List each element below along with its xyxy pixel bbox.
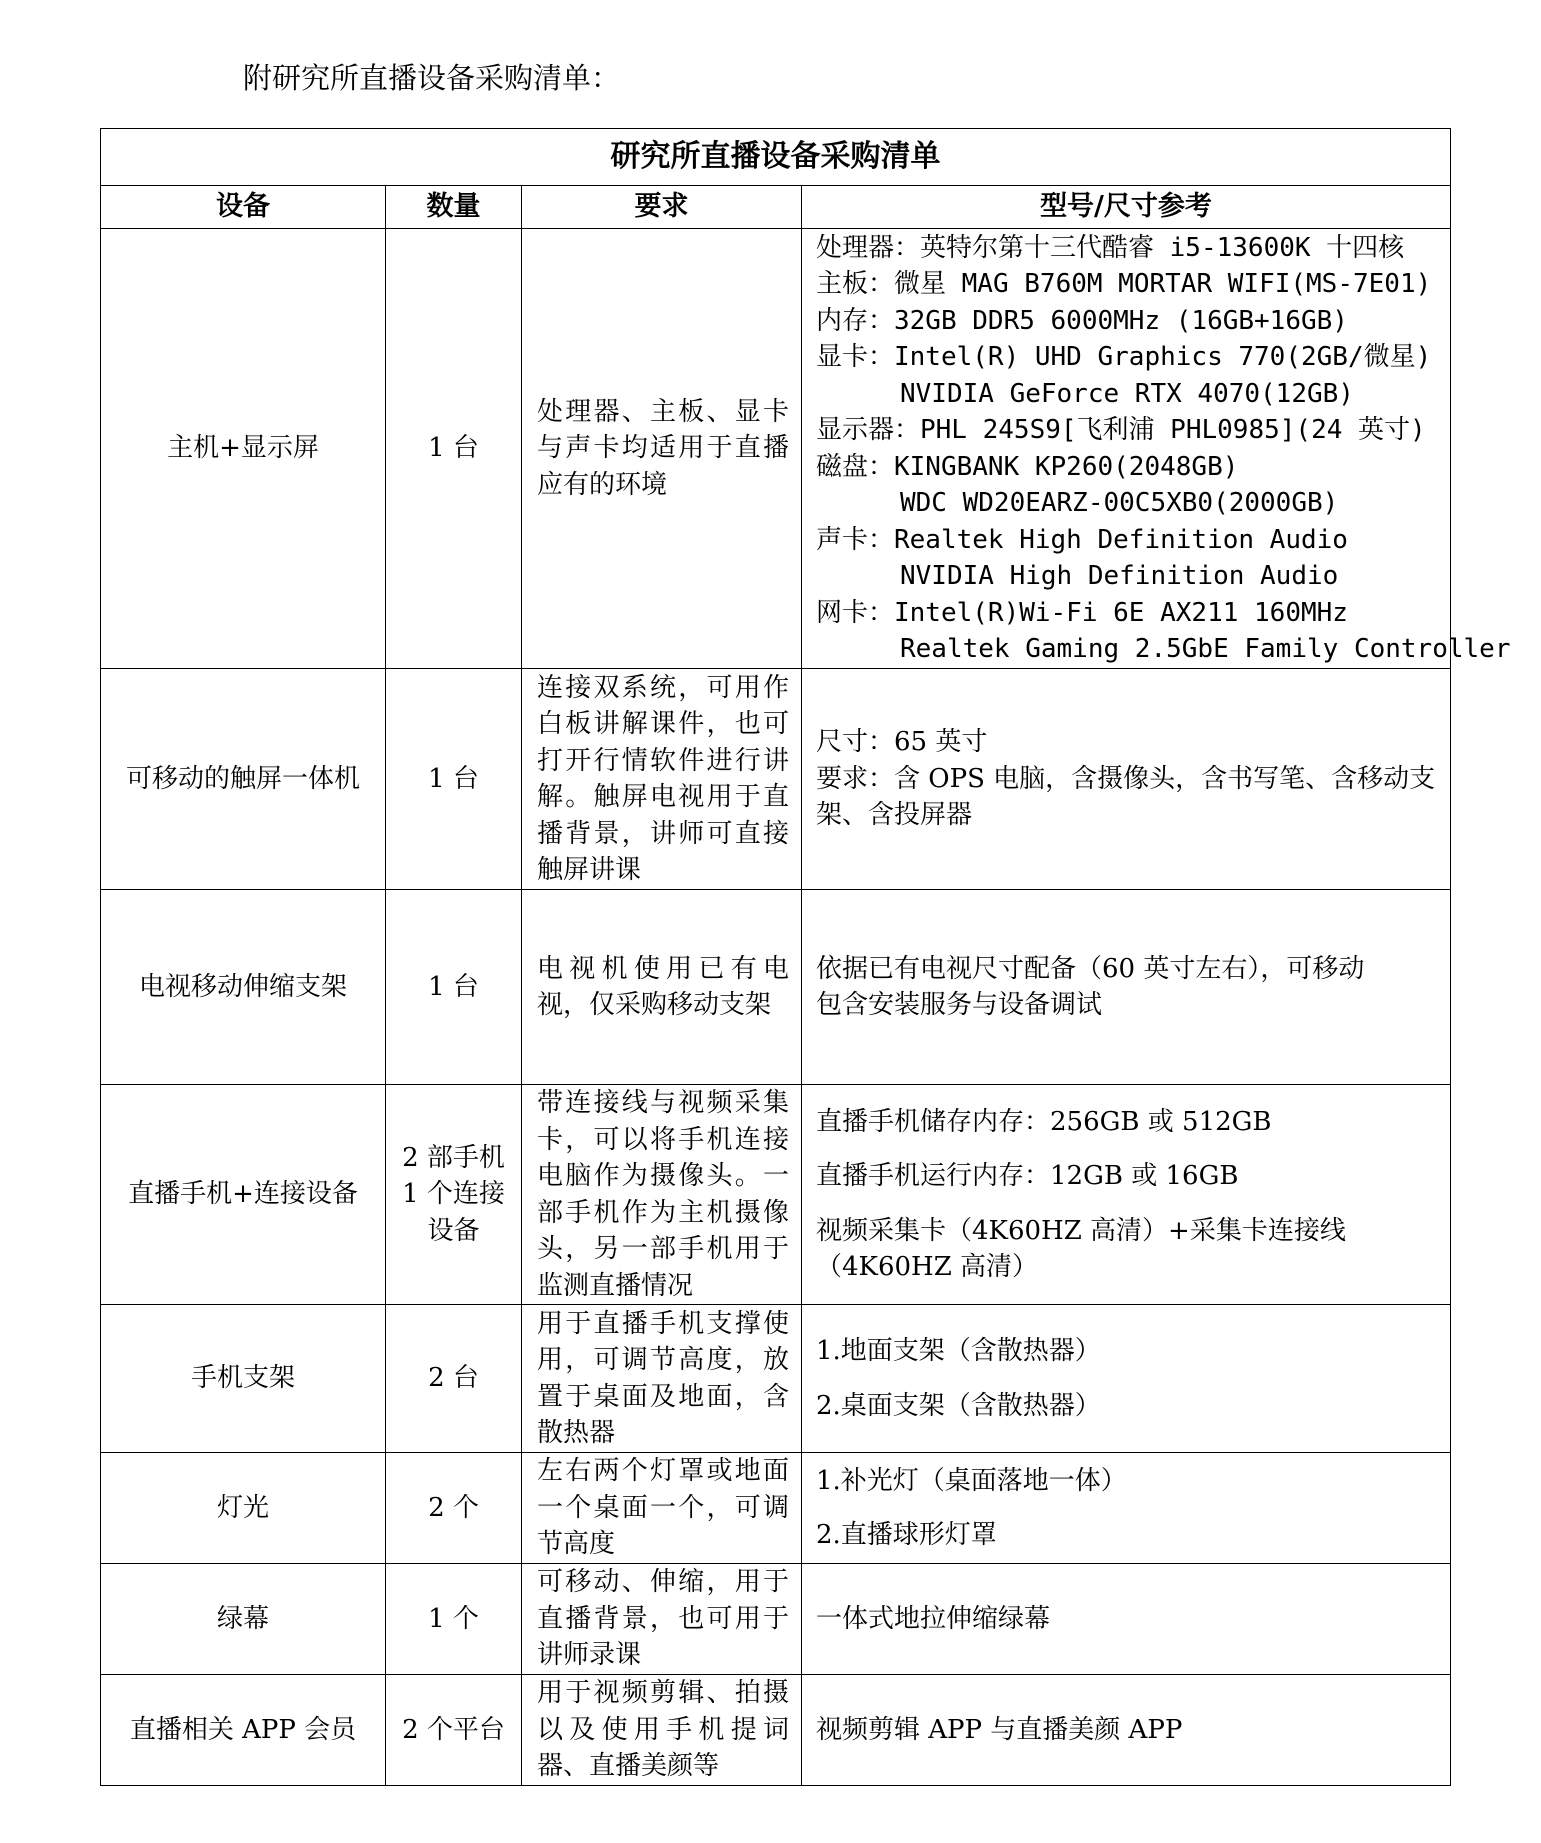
model-line: 磁盘：KINGBANK KP260(2048GB) — [816, 451, 1239, 482]
model-line: 要求：含 OPS 电脑，含摄像头，含书写笔、含移动支架、含投屏器 — [816, 763, 1436, 831]
table-row — [101, 1085, 1451, 1305]
model-cell — [802, 1085, 1451, 1305]
quantity-cell — [386, 1085, 522, 1305]
table-row — [101, 890, 1451, 1085]
device-cell: 灯光 — [101, 1453, 386, 1564]
model-line: 一体式地拉伸缩绿幕 — [816, 1603, 1051, 1634]
model-cell — [802, 1675, 1451, 1786]
table-title-row — [101, 129, 1451, 186]
model-line: 直播手机储存内存：256GB 或 512GB — [816, 1106, 1272, 1137]
quantity-cell: 2 台 — [386, 1305, 522, 1453]
model-line: 包含安装服务与设备调试 — [816, 990, 1103, 1020]
requirement-cell: 处理器、主板、显卡与声卡均适用于直播应有的环境 — [522, 229, 802, 669]
table-title: 研究所直播设备采购清单 — [101, 129, 1451, 186]
model-line: 直播手机运行内存：12GB 或 16GB — [816, 1161, 1239, 1191]
table-row — [101, 1305, 1451, 1453]
device-cell: 可移动的触屏一体机 — [101, 669, 386, 890]
quantity-cell: 1 台 — [386, 669, 522, 890]
model-line: WDC WD20EARZ-00C5XB0(2000GB) — [900, 488, 1339, 518]
model-cell — [802, 1305, 1451, 1453]
model-line: Realtek Gaming 2.5GbE Family Controller — [900, 634, 1511, 664]
table-row — [101, 1564, 1451, 1675]
model-line: 1.地面支架（含散热器） — [816, 1336, 1101, 1366]
model-line: 内存：32GB DDR5 6000MHz (16GB+16GB) — [816, 305, 1348, 336]
device-cell: 主机+显示屏 — [101, 229, 386, 669]
header-device: 设备 — [101, 186, 386, 229]
requirement-cell: 带连接线与视频采集卡，可以将手机连接电脑作为摄像头。一部手机作为主机摄像头，另一部手机用于监测直播情况 — [522, 1085, 802, 1305]
header-model: 型号/尺寸参考 — [802, 186, 1451, 229]
requirement-cell: 可移动、伸缩，用于直播背景，也可用于讲师录课 — [522, 1564, 802, 1675]
model-line: 依据已有电视尺寸配备（60 英寸左右），可移动 — [816, 953, 1365, 984]
model-line: 主板：微星 MAG B760M MORTAR WIFI(MS-7E01) — [816, 269, 1432, 299]
requirement-cell: 用于视频剪辑、拍摄以及使用手机提词器、直播美颜等 — [522, 1675, 802, 1786]
quantity-cell: 2 个平台 — [386, 1675, 522, 1786]
model-line: NVIDIA High Definition Audio — [900, 561, 1339, 591]
requirement-cell: 连接双系统，可用作白板讲解课件，也可打开行情软件进行讲解。触屏电视用于直播背景，讲师可直接触屏讲课 — [522, 669, 802, 890]
quantity-line: 设备 — [427, 1215, 480, 1246]
requirement-cell: 左右两个灯罩或地面一个桌面一个，可调节高度 — [522, 1453, 802, 1564]
device-cell: 手机支架 — [101, 1305, 386, 1453]
requirement-cell: 电视机使用已有电视，仅采购移动支架 — [522, 890, 802, 1085]
device-cell: 电视移动伸缩支架 — [101, 890, 386, 1085]
model-line: 显示器：PHL 245S9[飞利浦 PHL0985](24 英寸) — [816, 415, 1426, 445]
model-line: 视频剪辑 APP 与直播美颜 APP — [816, 1714, 1183, 1745]
quantity-cell: 1 个 — [386, 1564, 522, 1675]
table-row — [101, 229, 1451, 669]
quantity-cell: 1 台 — [386, 229, 522, 669]
model-cell — [802, 229, 1511, 669]
device-cell: 直播手机+连接设备 — [101, 1085, 386, 1305]
header-requirement: 要求 — [522, 186, 802, 229]
model-line: 声卡：Realtek High Definition Audio — [816, 524, 1348, 555]
procurement-table — [100, 128, 1511, 1786]
model-line: 2.桌面支架（含散热器） — [816, 1390, 1101, 1421]
quantity-cell: 1 台 — [386, 890, 522, 1085]
quantity-line: 1 个连接 — [402, 1179, 505, 1210]
model-line: 处理器：英特尔第十三代酷睿 i5-13600K 十四核 — [816, 232, 1405, 263]
device-cell: 直播相关 APP 会员 — [101, 1675, 386, 1786]
model-line: NVIDIA GeForce RTX 4070(12GB) — [900, 378, 1354, 409]
model-line: 视频采集卡（4K60HZ 高清）+采集卡连接线（4K60HZ 高清） — [816, 1215, 1346, 1282]
model-line: 1.补光灯（桌面落地一体） — [816, 1465, 1127, 1496]
table-header-row — [101, 186, 1451, 229]
quantity-line: 2 部手机 — [402, 1142, 505, 1173]
model-cell — [802, 1453, 1451, 1564]
requirement-cell: 用于直播手机支撑使用，可调节高度，放置于桌面及地面，含散热器 — [522, 1305, 802, 1453]
model-line: 显卡：Intel(R) UHD Graphics 770(2GB/微星) — [816, 342, 1432, 372]
model-cell — [802, 1564, 1451, 1675]
model-line: 2.直播球形灯罩 — [816, 1520, 997, 1550]
table-row — [101, 669, 1451, 890]
model-cell — [802, 890, 1451, 1085]
model-line: 网卡：Intel(R)Wi-Fi 6E AX211 160MHz — [816, 597, 1348, 628]
model-line: 尺寸：65 英寸 — [816, 727, 988, 758]
model-cell — [802, 669, 1451, 890]
header-quantity: 数量 — [386, 186, 522, 229]
table-row — [101, 1453, 1451, 1564]
device-cell: 绿幕 — [101, 1564, 386, 1675]
table-row — [101, 1675, 1451, 1786]
quantity-cell: 2 个 — [386, 1453, 522, 1564]
intro-text: 附研究所直播设备采购清单： — [243, 61, 621, 95]
